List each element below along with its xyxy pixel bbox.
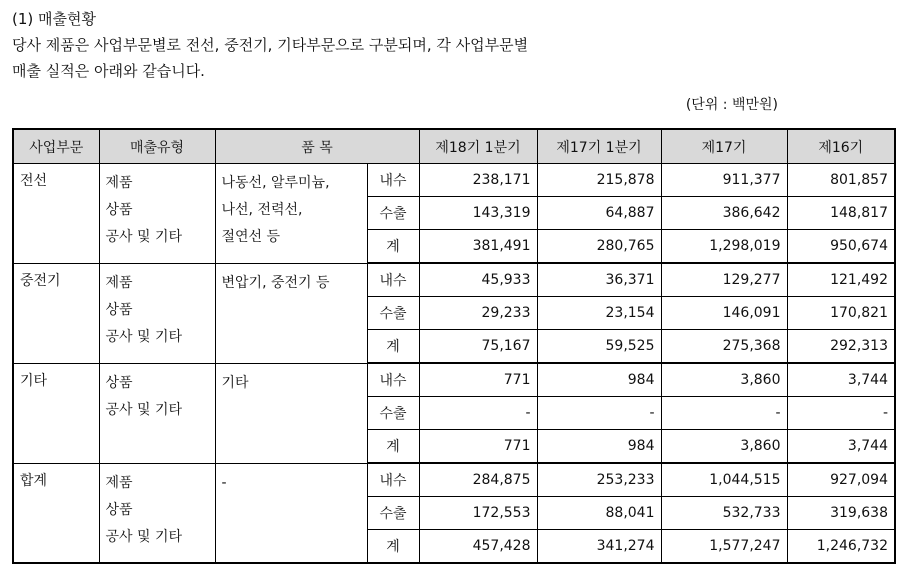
value-cell: 950,674 xyxy=(787,230,895,264)
value-cell: 121,492 xyxy=(787,263,895,297)
sales-type-label: 상품 xyxy=(105,202,133,218)
value-cell: 532,733 xyxy=(661,497,787,530)
value-cell: 23,154 xyxy=(537,297,661,330)
unit-note: (단위 : 백만원) xyxy=(685,97,778,113)
value-cell: 927,094 xyxy=(787,463,895,497)
items-cell xyxy=(215,363,367,463)
value-cell: 911,377 xyxy=(661,164,787,197)
value-cell: 172,553 xyxy=(419,497,537,530)
value-cell: 36,371 xyxy=(537,263,661,297)
items-cell xyxy=(215,463,367,563)
value-cell: - xyxy=(787,397,895,430)
items-cell xyxy=(215,263,367,363)
item-label: 나선, 전력선, xyxy=(221,202,303,218)
item-label: 변압기, 중전기 등 xyxy=(221,274,330,291)
sales-type-label: 공사 및 기타 xyxy=(105,229,183,245)
header-q1-17: 제17기 1분기 xyxy=(537,129,661,164)
value-cell: 319,638 xyxy=(787,497,895,530)
item-label: 나동선, 알루미늄, xyxy=(221,175,330,191)
value-cell: 170,821 xyxy=(787,297,895,330)
sales-table xyxy=(12,128,896,564)
value-cell: 984 xyxy=(537,363,661,397)
market-type-cell: 내수 xyxy=(367,463,419,497)
value-cell: 253,233 xyxy=(537,463,661,497)
value-cell: 381,491 xyxy=(419,230,537,264)
table-body xyxy=(13,164,895,564)
market-type-cell: 계 xyxy=(367,230,419,264)
item-label: 절연선 등 xyxy=(221,229,281,245)
value-cell: 284,875 xyxy=(419,463,537,497)
sales-type-cell xyxy=(99,263,215,363)
value-cell: 148,817 xyxy=(787,197,895,230)
value-cell: 3,744 xyxy=(787,430,895,464)
header-division: 사업부문 xyxy=(13,129,99,164)
market-type-cell: 수출 xyxy=(367,297,419,330)
header-17: 제17기 xyxy=(661,129,787,164)
sales-type-label: 공사 및 기타 xyxy=(105,528,183,545)
value-cell: 341,274 xyxy=(537,530,661,564)
table-row xyxy=(13,363,895,397)
market-type-cell: 계 xyxy=(367,430,419,464)
section-heading: (1) 매출현황 xyxy=(12,10,96,28)
market-type-cell: 수출 xyxy=(367,397,419,430)
sales-type-label: 상품 xyxy=(105,374,133,391)
value-cell: 129,277 xyxy=(661,263,787,297)
items-cell xyxy=(215,164,367,264)
header-sales-type: 매출유형 xyxy=(99,129,215,164)
value-cell: 29,233 xyxy=(419,297,537,330)
sales-type-label: 제품 xyxy=(105,175,133,191)
value-cell: 1,044,515 xyxy=(661,463,787,497)
sales-type-label: 상품 xyxy=(105,301,133,318)
value-cell: - xyxy=(419,397,537,430)
market-type-cell: 수출 xyxy=(367,497,419,530)
sales-type-label: 제품 xyxy=(105,274,133,291)
table-row xyxy=(13,263,895,297)
division-cell: 기타 xyxy=(13,363,99,463)
item-label: 기타 xyxy=(221,374,249,391)
market-type-cell: 계 xyxy=(367,530,419,564)
value-cell: 3,744 xyxy=(787,363,895,397)
value-cell: 1,577,247 xyxy=(661,530,787,564)
value-cell: 3,860 xyxy=(661,363,787,397)
value-cell: 3,860 xyxy=(661,430,787,464)
value-cell: 64,887 xyxy=(537,197,661,230)
value-cell: 238,171 xyxy=(419,164,537,197)
header-q1-18: 제18기 1분기 xyxy=(419,129,537,164)
value-cell: 75,167 xyxy=(419,330,537,364)
value-cell: 275,368 xyxy=(661,330,787,364)
sales-type-cell xyxy=(99,363,215,463)
value-cell: 215,878 xyxy=(537,164,661,197)
market-type-cell: 계 xyxy=(367,330,419,364)
intro-line: 매출 실적은 아래와 같습니다. xyxy=(12,62,205,80)
value-cell: 292,313 xyxy=(787,330,895,364)
header-row xyxy=(13,129,895,164)
table-row xyxy=(13,164,895,197)
table-row xyxy=(13,463,895,497)
value-cell: 88,041 xyxy=(537,497,661,530)
header-items: 품 목 xyxy=(215,129,419,164)
division-cell: 합계 xyxy=(13,463,99,563)
value-cell: 801,857 xyxy=(787,164,895,197)
market-type-cell: 수출 xyxy=(367,197,419,230)
market-type-cell: 내수 xyxy=(367,263,419,297)
sales-type-label: 상품 xyxy=(105,501,133,518)
value-cell: 280,765 xyxy=(537,230,661,264)
value-cell: 146,091 xyxy=(661,297,787,330)
market-type-cell: 내수 xyxy=(367,363,419,397)
value-cell: 984 xyxy=(537,430,661,464)
value-cell: 386,642 xyxy=(661,197,787,230)
item-label: - xyxy=(221,474,227,491)
sales-type-cell xyxy=(99,164,215,264)
division-cell: 중전기 xyxy=(13,263,99,363)
value-cell: 771 xyxy=(419,363,537,397)
value-cell: - xyxy=(661,397,787,430)
value-cell: 45,933 xyxy=(419,263,537,297)
value-cell: 457,428 xyxy=(419,530,537,564)
intro-line: 당사 제품은 사업부문별로 전선, 중전기, 기타부문으로 구분되며, 각 사업부문별 xyxy=(12,36,529,54)
value-cell: 771 xyxy=(419,430,537,464)
header-16: 제16기 xyxy=(787,129,895,164)
division-cell: 전선 xyxy=(13,164,99,264)
sales-type-label: 제품 xyxy=(105,474,133,491)
value-cell: 1,246,732 xyxy=(787,530,895,564)
market-type-cell: 내수 xyxy=(367,164,419,197)
sales-type-cell xyxy=(99,463,215,563)
sales-type-label: 공사 및 기타 xyxy=(105,328,183,345)
value-cell: - xyxy=(537,397,661,430)
value-cell: 1,298,019 xyxy=(661,230,787,264)
intro-text xyxy=(12,6,528,84)
value-cell: 59,525 xyxy=(537,330,661,364)
sales-type-label: 공사 및 기타 xyxy=(105,401,183,418)
value-cell: 143,319 xyxy=(419,197,537,230)
